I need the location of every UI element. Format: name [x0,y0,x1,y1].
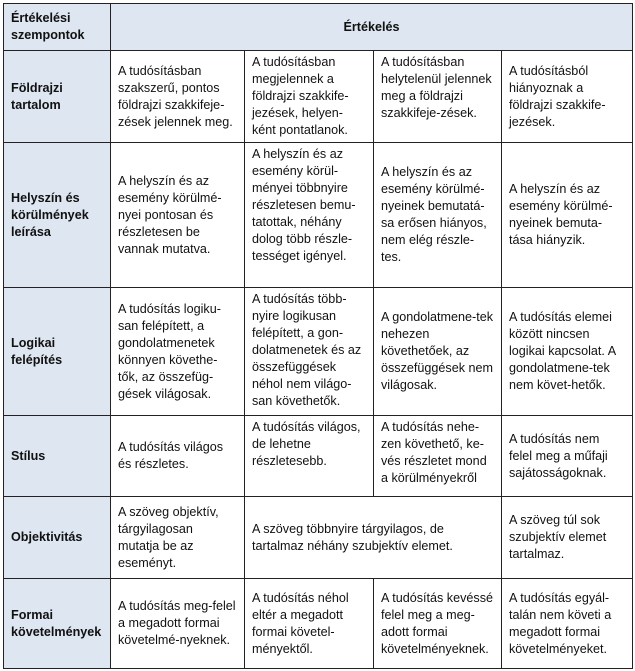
rating-cell: A tudósításban helytelenül jelennek meg a földrajzi szakkifeje-zések. [374,51,502,143]
rating-cell: A helyszín és az esemény körülmé-nyei pontosan és részletesen be vannak mutatva. [111,143,245,288]
table-row [4,497,633,579]
rating-cell: A helyszín és az esemény körülmé-nyeinek bemuta-tása hiányzik. [502,143,633,288]
rating-cell: A szöveg objektív, tárgyilagosan mutatja be az eseményt. [111,497,245,579]
rating-cell: A tudósítás egyál-talán nem követi a megadott formai követelményeket. [502,579,633,669]
rating-cell: A helyszín és az esemény körülmé-nyeinek bemutatá-sa erősen hiányos, nem elég részle-tes. [374,143,502,288]
header-row [4,4,633,51]
rating-cell: A helyszín és az esemény körül-ményei többnyire részletesen bemu-tatottak, néhány dolog több részle-tességet igényel. [245,143,374,288]
rating-cell: A tudósítás logiku-san felépített, a gondolatmenetek könnyen követhe-tők, az összefüg-gések világosak. [111,288,245,416]
criterion-style: Stílus [4,416,111,497]
rating-cell: A tudósítás elemei között nincsen logikai kapcsolat. A gondolatmene-tek nem követ-hetők. [502,288,633,416]
criterion-logical-structure: Logikai felépítés [4,288,111,416]
criterion-geographic-content: Földrajzi tartalom [4,51,111,143]
table-row [4,416,633,497]
rating-cell: A tudósítás néhol eltér a megadott formai követel-ményektől. [245,579,374,669]
rubric-table [3,3,633,669]
table-row [4,579,633,669]
criterion-formal-requirements: Formai követelmények [4,579,111,669]
rating-cell: A tudósításban szakszerű, pontos földrajzi szakkifeje-zések jelennek meg. [111,51,245,143]
rating-cell: A tudósítás nehe-zen követhető, ke-vés részletet mond a körülményekről [374,416,502,497]
table-row [4,288,633,416]
rating-cell: A tudósítás meg-felel a megadott formai követelmé-nyeknek. [111,579,245,669]
rating-cell: A tudósítás nem felel meg a műfaji sajátosságoknak. [502,416,633,497]
rating-cell: A tudósítás kevéssé felel meg a meg-adott formai követelményeknek. [374,579,502,669]
criterion-location-description: Helyszín és körülmények leírása [4,143,111,288]
rating-cell: A szöveg túl sok szubjektív elemet tartalmaz. [502,497,633,579]
criterion-objectivity: Objektivitás [4,497,111,579]
evaluation-header: Értékelés [111,4,633,51]
rating-cell: A tudósításban megjelennek a földrajzi szakkife-jezések, helyen-ként pontatlanok. [245,51,374,143]
table-row [4,143,633,288]
rating-cell: A tudósításból hiányoznak a földrajzi szakkife-jezések. [502,51,633,143]
criteria-header: Értékelési szempontok [4,4,111,51]
rating-cell: A gondolatmene-tek nehezen követhetőek, az összefüggések nem világosak. [374,288,502,416]
table-row [4,51,633,143]
rating-cell: A szöveg többnyire tárgyilagos, de tartalmaz néhány szubjektív elemet. [245,497,502,579]
rating-cell: A tudósítás világos és részletes. [111,416,245,497]
rating-cell: A tudósítás több-nyire logikusan felépített, a gon-dolatmenetek és az összefüggések néhol nem világo-san követhetők. [245,288,374,416]
rating-cell: A tudósítás világos, de lehetne részletesebb. [245,416,374,497]
